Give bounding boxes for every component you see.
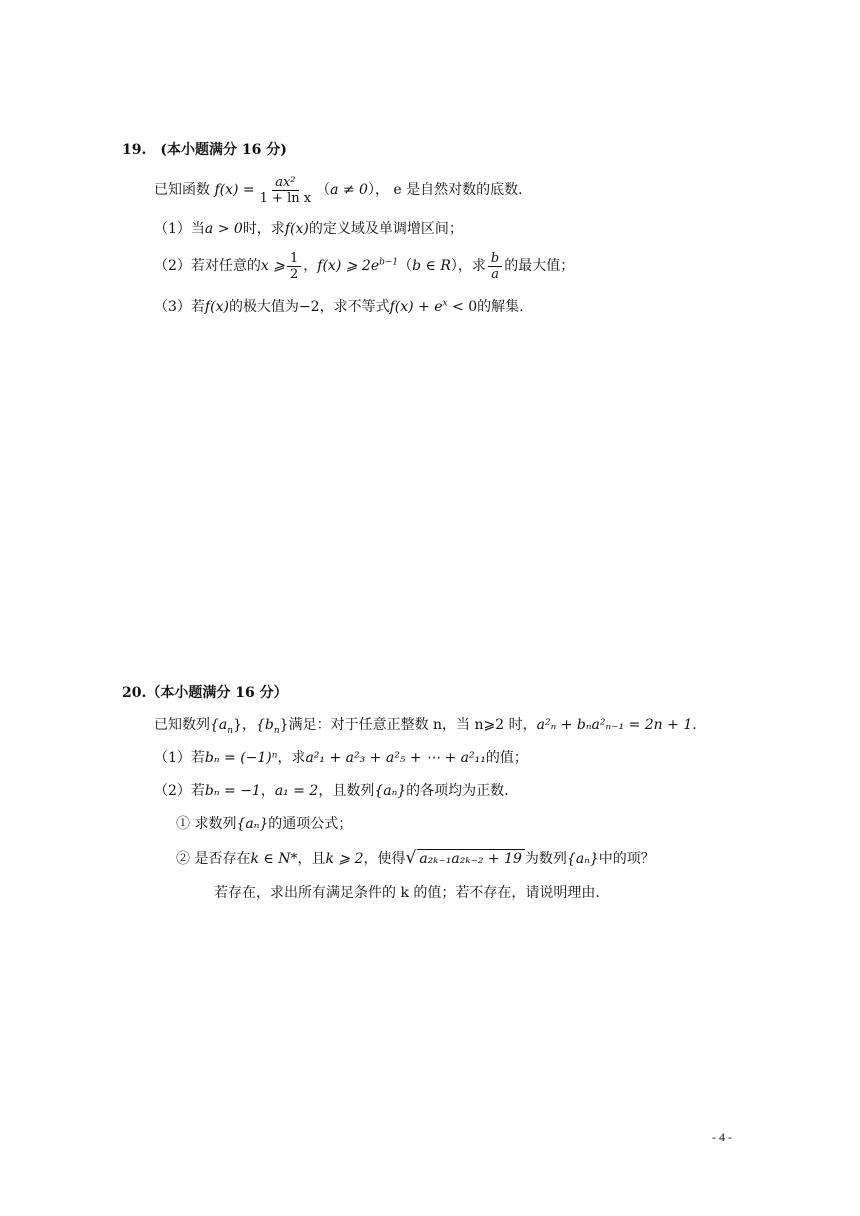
q20-intro: 已知数列$\{a_n\}$，$\{b_n\}$满足：对于任意正整数 n，当 n⩾2 时，a²ₙ + bₙa²ₙ₋₁ = 2n + 1. [154,717,697,736]
q19-b-over-a: $\frac{b}{a}$ [488,251,502,282]
q19-half: $\frac{1}{2}$ [287,251,301,282]
q19-part3: （3）若f(x)的极大值为−2，求不等式$f(x) + e^x < 0$的解集. [154,298,524,315]
q19-part1: （1）当a > 0时，求f(x)的定义域及单调增区间； [154,221,463,237]
q19-fraction: $\frac{\text{ax²}}{\text{1 + ln x}}$ [259,174,312,206]
q20-sub2: ② 是否存在k ∈ N*，且k ⩾ 2，使得√ a₂ₖ₋₁a₂ₖ₋₂ + 19 为数列{aₙ}中的项？ [176,848,655,868]
q20-root-expr: a₂ₖ₋₁a₂ₖ₋₂ + 19 [417,849,525,868]
q19-header: 19. (本小题满分 16 分) [122,142,287,158]
q20-sub2-continued: 若存在，求出所有满足条件的 k 的值；若不存在，请说明理由. [214,885,600,901]
q19-intro: 已知函数 f(x) = $\frac{\text{ax²}}{\text{1 + ln x}}$ （a ≠ 0）， e 是自然对数的底数. [154,174,523,206]
sqrt-icon: √ [405,848,417,868]
q20-header: 20.（本小题满分 16 分） [122,685,288,701]
q20-sub1: ① 求数列{aₙ}的通项公式； [176,816,353,832]
q20-part2: （2）若bₙ = −1，a₁ = 2，且数列{aₙ}的各项均为正数. [154,783,509,799]
q19-part2: （2）若对任意的x ⩾ $\frac{1}{2}$ ，f(x) ⩾ $2e^{b-1}(b$ ∈ R），求 $\frac{b}{a}$ 的最大值； [154,250,575,282]
page-number: - 4 - [712,1130,732,1144]
q20-part1: （1）若bₙ = (−1)ⁿ，求a²₁ + a²₃ + a²₅ + ⋯ + a²₁₁的值； [154,750,528,766]
